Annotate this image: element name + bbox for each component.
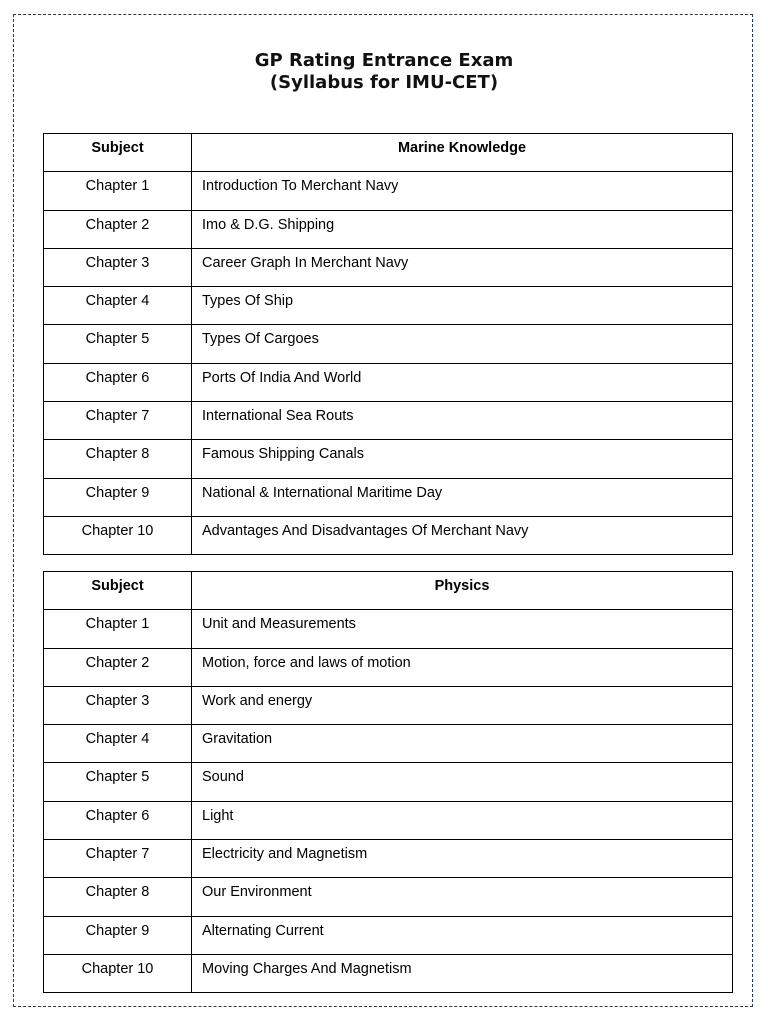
- topic-cell: Advantages And Disadvantages Of Merchant Navy: [192, 516, 733, 554]
- chapter-cell: Chapter 6: [44, 801, 192, 839]
- chapter-cell: Chapter 2: [44, 210, 192, 248]
- chapter-cell: Chapter 7: [44, 840, 192, 878]
- chapter-cell: Chapter 5: [44, 763, 192, 801]
- table-row: [44, 801, 733, 839]
- topic-cell: Imo & D.G. Shipping: [192, 210, 733, 248]
- table-row: [44, 516, 733, 554]
- chapter-cell: Chapter 8: [44, 878, 192, 916]
- topic-cell: National & International Maritime Day: [192, 478, 733, 516]
- topic-cell: Sound: [192, 763, 733, 801]
- table-row: [44, 440, 733, 478]
- table-row: [44, 954, 733, 992]
- topic-cell: Types Of Ship: [192, 287, 733, 325]
- physics-table: [43, 571, 733, 993]
- table-row: [44, 725, 733, 763]
- chapter-cell: Chapter 3: [44, 248, 192, 286]
- topic-cell: Moving Charges And Magnetism: [192, 954, 733, 992]
- table-row: [44, 210, 733, 248]
- chapter-cell: Chapter 1: [44, 172, 192, 210]
- chapter-cell: Chapter 6: [44, 363, 192, 401]
- title-line-2: (Syllabus for IMU-CET): [269, 72, 499, 93]
- topic-cell: Career Graph In Merchant Navy: [192, 248, 733, 286]
- topic-cell: Unit and Measurements: [192, 610, 733, 648]
- chapter-cell: Chapter 9: [44, 478, 192, 516]
- chapter-cell: Chapter 4: [44, 725, 192, 763]
- chapter-cell: Chapter 5: [44, 325, 192, 363]
- topic-cell: International Sea Routs: [192, 402, 733, 440]
- table-row: [44, 648, 733, 686]
- table-row: [44, 916, 733, 954]
- topic-cell: Alternating Current: [192, 916, 733, 954]
- subject-header: Subject: [44, 572, 192, 610]
- table-row: [44, 248, 733, 286]
- topic-cell: Introduction To Merchant Navy: [192, 172, 733, 210]
- chapter-cell: Chapter 7: [44, 402, 192, 440]
- chapter-cell: Chapter 1: [44, 610, 192, 648]
- chapter-cell: Chapter 4: [44, 287, 192, 325]
- chapter-cell: Chapter 2: [44, 648, 192, 686]
- topic-cell: Motion, force and laws of motion: [192, 648, 733, 686]
- table-row: [44, 763, 733, 801]
- table-row: [44, 402, 733, 440]
- table-row: [44, 172, 733, 210]
- table-row: [44, 478, 733, 516]
- table-row: [44, 610, 733, 648]
- topic-cell: Work and energy: [192, 686, 733, 724]
- table-header-row: [44, 134, 733, 172]
- topic-header: Marine Knowledge: [192, 134, 733, 172]
- topic-cell: Light: [192, 801, 733, 839]
- table-row: [44, 325, 733, 363]
- marine-knowledge-table: [43, 133, 733, 555]
- chapter-cell: Chapter 10: [44, 516, 192, 554]
- title-line-1: GP Rating Entrance Exam: [254, 50, 514, 71]
- table-row: [44, 363, 733, 401]
- table-row: [44, 686, 733, 724]
- topic-cell: Electricity and Magnetism: [192, 840, 733, 878]
- chapter-cell: Chapter 3: [44, 686, 192, 724]
- table-row: [44, 878, 733, 916]
- page-title: [0, 50, 768, 94]
- topic-cell: Ports Of India And World: [192, 363, 733, 401]
- topic-header: Physics: [192, 572, 733, 610]
- table-row: [44, 840, 733, 878]
- chapter-cell: Chapter 8: [44, 440, 192, 478]
- topic-cell: Types Of Cargoes: [192, 325, 733, 363]
- topic-cell: Famous Shipping Canals: [192, 440, 733, 478]
- topic-cell: Gravitation: [192, 725, 733, 763]
- subject-header: Subject: [44, 134, 192, 172]
- table-row: [44, 287, 733, 325]
- table-header-row: [44, 572, 733, 610]
- chapter-cell: Chapter 9: [44, 916, 192, 954]
- topic-cell: Our Environment: [192, 878, 733, 916]
- chapter-cell: Chapter 10: [44, 954, 192, 992]
